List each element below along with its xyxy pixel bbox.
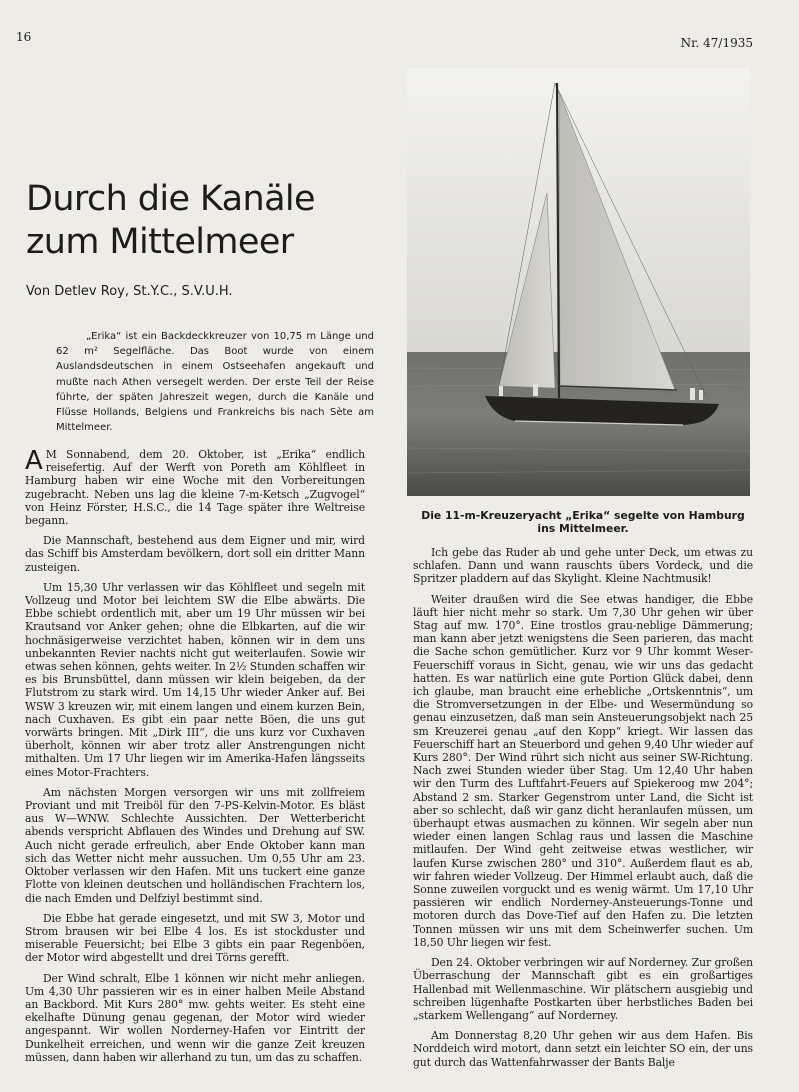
paragraph: Ich gebe das Ruder ab und gehe unter Deck, um etwas zu schlafen. Dann und wann rauschts übers Vordeck, und die Spritzer pladdern auf das Skylight. Kleine Nachtmusik!: [413, 546, 753, 586]
paragraph: Weiter draußen wird die See etwas handiger, die Ebbe läuft hier nicht mehr so stark. Um 7,30 Uhr gehen wir über Stag auf mw. 170°. Eine trostlos grau-neblige Dämmerung; man kann aber jetzt wenigstens die Seen parieren, das macht die Sache schon gemütlicher. Kurz vor 9 Uhr kommt Weser-Feuerschiff voraus in Sicht, genau, wie wir uns das gedacht hatten. Es war natürlich eine gute Portion Glück dabei, denn ich glaube, man braucht eine erhebliche „Ortskenntnis“, um die Stromversetzungen in der Elbe- und Wesermündung so genau einzusetzen, daß man sein Ansteuerungsobjekt nach 25 sm Kreuzerei genau „auf den Kopp“ kriegt. Wir lassen das Feuerschiff hart an Steuerbord und gehen 9,40 Uhr wieder auf Kurs 280°. Der Wind rührt sich nicht aus seiner SW-Richtung. Nach zwei Stunden wieder über Stag. Um 12,40 Uhr haben wir den Turm des Luftfahrt-Feuers auf Spiekeroog mw 204°; Abstand 2 sm. Starker Gegenstrom unter Land, die Sicht ist aber so schlecht, daß wir ganz dicht heranlaufen müssen, um überhaupt etwas ausmachen zu können. Wir segeln aber nun wieder einen langen Schlag raus und lassen die Maschine mitlaufen. Der Wind geht zeitweise etwas westlicher, wir laufen Kurse zwischen 280° und 310°. Außerdem flaut es ab, wir fahren wieder Vollzeug. Der Himmel erlaubt auch, daß die Sonne zuweilen vorguckt und es wenig wärmt. Um 17,10 Uhr passieren wir endlich Norderney-Ansteuerungs-Tonne und motoren durch das Dove-Tief auf den Hafen zu. Die letzten Tonnen müssen wir uns mit dem Scheinwerfer suchen. Um 18,50 Uhr liegen wir fest.: [413, 592, 753, 949]
paragraph: Der Wind schralt, Elbe 1 können wir nicht mehr anliegen. Um 4,30 Uhr passieren wir es in einer halben Meile Abstand an Backbord. Mit Kurs 280° mw. gehts weiter. Es steht eine ekelhafte Dünung genau gegenan, der Motor wird wieder angespannt. Wir wollen Norderney-Hafen vor Eintritt der Dunkelheit erreichen, und wenn wir die ganze Zeit kreuzen müssen, dann haben wir allerhand zu tun, um das zu schaffen.: [25, 971, 365, 1064]
paragraph: Die Ebbe hat gerade eingesetzt, und mit SW 3, Motor und Strom brausen wir bei Elbe 4 los. Es ist stockduster und miserable Feuersicht; bei Elbe 3 gibts ein paar Regenböen, der Motor wird abgestellt und drei Törns gerefft.: [25, 911, 365, 965]
article-author: Von Detlev Roy, St.Y.C., S.V.U.H.: [26, 284, 233, 299]
paragraph: Die Mannschaft, bestehend aus dem Eigner und mir, wird das Schiff bis Amsterdam bevölkern, dort soll ein dritter Mann zusteigen.: [25, 534, 365, 574]
paragraph: Am nächsten Morgen versorgen wir uns mit zollfreiem Proviant und mit Treiböl für den 7-PS-Kelvin-Motor. Es bläst aus W—WNW. Schlechte Aussichten. Der Wetterbericht abends verspricht Abflauen des Windes und Drehung auf SW. Auch nicht gerade erfreulich, aber Ende Oktober kann man sich das Wetter nicht mehr aussuchen. Um 0,55 Uhr am 23. Oktober verlassen wir den Hafen. Mit uns tuckert eine ganze Flotte von kleinen deutschen und holländischen Frachtern los, die nach Emden und Delfziyl bestimmt sind.: [25, 785, 365, 905]
left-column: [25, 448, 365, 1071]
article-intro: „Erika“ ist ein Backdeckkreuzer von 10,75 m Länge und 62 m² Segelfläche. Das Boot wurde von einem Auslandsdeutschen in einem Ostseehafen angekauft und mußte nach Athen versegelt werden. Der erste Teil der Reise führte, der späten Jahreszeit wegen, durch die Kanäle und Flüsse Hollands, Belgiens und Frankreichs bis nach Sète am Mittelmeer.: [56, 331, 374, 434]
paragraph: Den 24. Oktober verbringen wir auf Norderney. Zur großen Überraschung der Mannschaft gibt es ein großartiges Hallenbad mit Wellenmaschine. Wir plätschern ausgiebig und schreiben lügenhafte Postkarten über herbstliches Baden bei „starkem Wellengang“ auf Norderney.: [413, 956, 753, 1022]
issue-number: Nr. 47/1935: [680, 36, 753, 50]
paragraph: Am Donnerstag 8,20 Uhr gehen wir aus dem Hafen. Bis Norddeich wird motort, dann setzt ein leichter SO ein, der uns gut durch das Wattenfahrwasser der Bants Balje: [413, 1029, 753, 1069]
photo-caption: Die 11-m-Kreuzeryacht „Erika“ segelte von Hamburg ins Mittelmeer.: [421, 509, 745, 535]
page-number: 16: [16, 30, 32, 44]
yacht-photo: [407, 68, 750, 496]
article-title: Durch die Kanäle zum Mittelmeer: [26, 179, 315, 262]
drop-cap: A: [25, 446, 43, 476]
paragraph: Um 15,30 Uhr verlassen wir das Köhlfleet und segeln mit Vollzeug und Motor bei leichtem SW die Elbe abwärts. Die Ebbe schiebt ordentlich mit, aber um 19 Uhr müssen wir bei Krautsand vor Anker gehen; ohne die Elbkarten, auf die wir hochnäsigerweise verzichtet haben, können wir in dem uns unbekannten Revier nachts nicht gut weiterlaufen. Sowie wir etwas sehen können, gehts weiter. In 2½ Stunden schaffen wir es bis Brunsbüttel, dann müssen wir klein beigeben, da der Flutstrom zu stark wird. Um 14,15 Uhr wieder Anker auf. Bei WSW 3 kreuzen wir, mit einem langen und einem kurzen Bein, nach Cuxhaven. Es gibt ein paar nette Böen, die uns gut vorwärts bringen. Mit „Dirk III“, die uns kurz vor Cuxhaven überholt, können wir aber trotz aller Anstrengungen nicht mithalten. Um 17 Uhr liegen wir im Amerika-Hafen längsseits eines Motor-Frachters.: [25, 580, 365, 779]
paragraph-text: M Sonnabend, dem 20. Oktober, ist „Erika“ endlich reisefertig. Auf der Werft von Poreth am Köhlfleet in Hamburg haben wir eine Woche mit den Vorbereitungen zugebracht. Neben uns lag die kleine 7-m-Ketsch „Zugvogel“ von Heinz Förster, H.S.C., die 14 Tage später ihre Weltreise begann.: [25, 448, 365, 528]
paragraph: [25, 448, 365, 527]
right-column: [413, 546, 753, 1076]
